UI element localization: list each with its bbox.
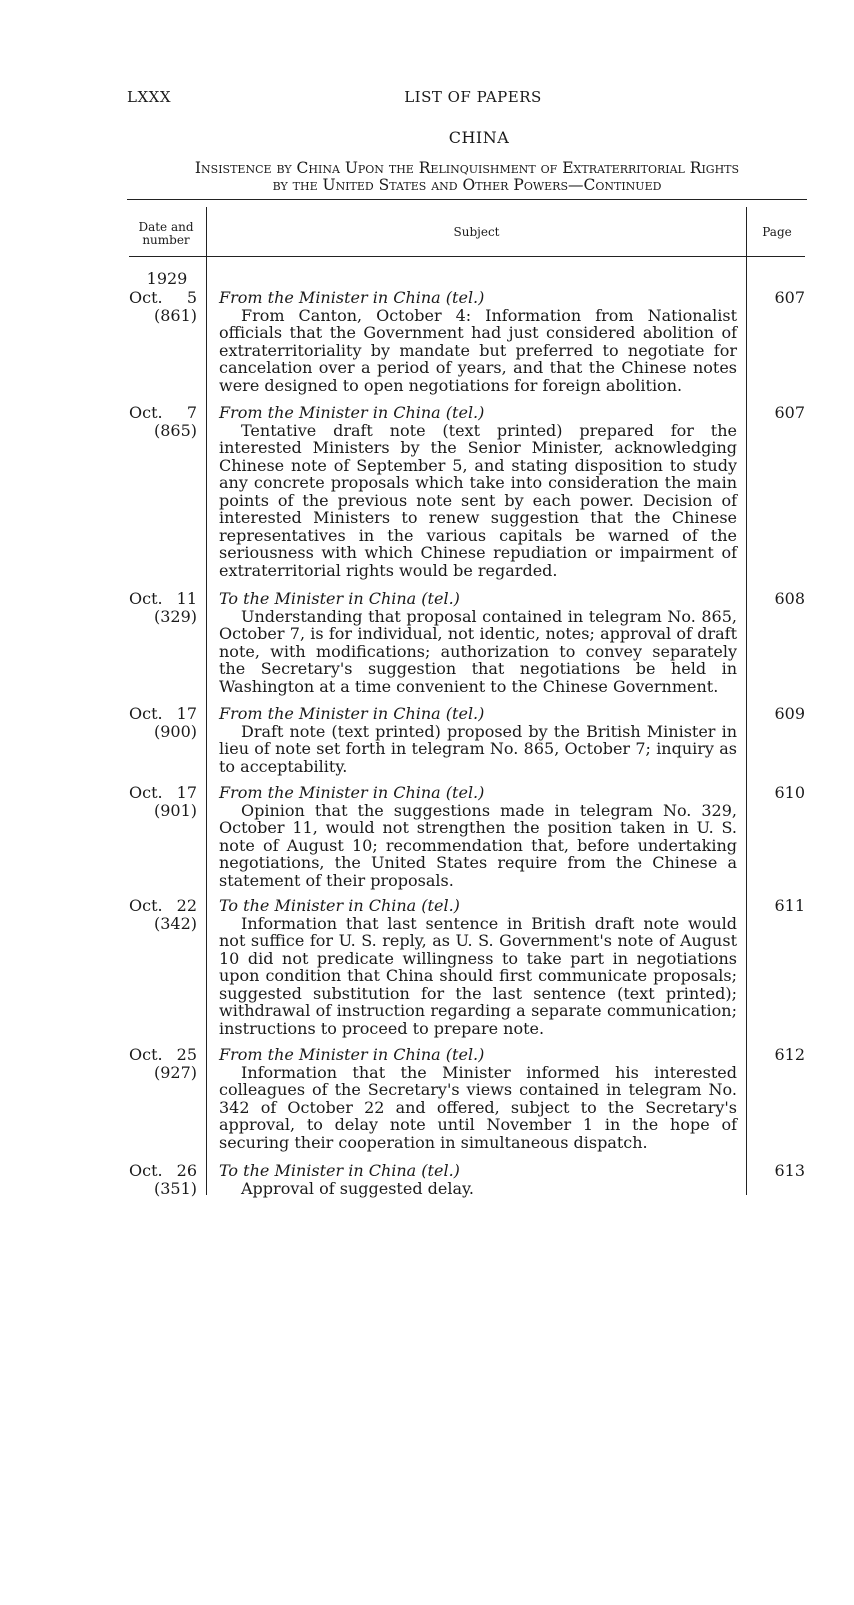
- entry-page: 609: [774, 704, 805, 723]
- entry-body: Information that last sentence in British draft note would not suffice for U. S. reply, as U. S. Government's note of August 10 did not predicate willingness to take part in negotiations upon condition that China should first communicate proposals; suggested substitution for the last sentence (text printed); withdrawal of instruction regarding a separate communication; instructions to proceed to prepare note.: [219, 913, 737, 1038]
- entry-body: Understanding that proposal contained in telegram No. 865, October 7, is for individual, not identic, notes; approval of draft note, with modifications; authorization to convey separately the Secretary's suggestion that negotiations be held in Washington at a time convenient to the Chinese Government.: [219, 606, 737, 696]
- entry-date-value: Oct. 17: [129, 704, 197, 723]
- entry-heading: From the Minister in China (tel.): [219, 1045, 485, 1064]
- column-header-subject: Subject: [453, 225, 500, 239]
- entry-body: Approval of suggested delay.: [241, 1178, 475, 1198]
- entry-subject: [219, 897, 737, 1037]
- entry-heading: To the Minister in China (tel.): [219, 896, 460, 915]
- entry-number: (342): [153, 913, 197, 933]
- entry-subject: [219, 404, 737, 579]
- entry-date-value: Oct. 11: [129, 589, 197, 608]
- entry-date-value: Oct. 17: [129, 783, 197, 802]
- subsection-line-2: by the United States and Other Powers—Continued: [272, 176, 662, 194]
- entry-date-value: Oct. 22: [129, 896, 197, 915]
- entry-heading: From the Minister in China (tel.): [219, 783, 485, 802]
- column-header-page: Page: [762, 225, 792, 239]
- entry-page: 608: [774, 589, 805, 608]
- subsection-title: [127, 160, 807, 194]
- entry-page: 613: [774, 1161, 805, 1180]
- entry-page: 607: [774, 288, 805, 307]
- entry-subject: [219, 590, 737, 695]
- entry-number: (351): [153, 1178, 197, 1198]
- entry-heading: To the Minister in China (tel.): [219, 589, 460, 608]
- entry-date: [129, 289, 197, 324]
- subsection-line-1: Insistence by China Upon the Relinquishment of Extraterritorial Rights: [194, 159, 740, 177]
- year-label: 1929: [146, 269, 188, 288]
- entry-subject: [219, 289, 737, 394]
- entry-page: 612: [774, 1045, 805, 1064]
- section-title: CHINA: [448, 128, 510, 147]
- entry-body: From Canton, October 4: Information from Nationalist officials that the Government had just considered abolition of extraterritoriality by mandate but preferred to negotiate for cancelation over a period of years, and that the Chinese notes were designed to open negotiations for foreign abolition.: [219, 305, 737, 395]
- entry-page: 611: [774, 896, 805, 915]
- entry-date: [129, 404, 197, 439]
- entry-number: (901): [153, 800, 197, 820]
- header-bottom-rule: [129, 256, 805, 257]
- entry-heading: To the Minister in China (tel.): [219, 1161, 460, 1180]
- entry-date: [129, 1162, 197, 1197]
- entry-body: Information that the Minister informed his interested colleagues of the Secretary's views contained in telegram No. 342 of October 22 and offered, subject to the Secretary's approval, to delay note until November 1 in the hope of securing their cooperation in simultaneous dispatch.: [219, 1062, 737, 1152]
- column-divider-left: [206, 207, 207, 1195]
- entry-number: (329): [153, 606, 197, 626]
- entry-heading: From the Minister in China (tel.): [219, 403, 485, 422]
- entry-date-value: Oct. 5: [129, 288, 197, 307]
- column-header-date: Date and number: [138, 220, 194, 247]
- entry-number: (927): [153, 1062, 197, 1082]
- entry-number: (865): [153, 420, 197, 440]
- papers-table: [127, 199, 807, 1199]
- entry-body: Opinion that the suggestions made in telegram No. 329, October 11, would not strengthen the position taken in U. S. note of August 10; recommendation that, before undertaking negotiations, the United States require from the Chinese a statement of their proposals.: [219, 800, 737, 890]
- entry-date: [129, 590, 197, 625]
- entry-page: 610: [774, 783, 805, 802]
- running-head: [127, 88, 807, 110]
- entry-subject: [219, 784, 737, 889]
- entry-subject: [219, 1162, 737, 1197]
- entry-body: Tentative draft note (text printed) prepared for the interested Ministers by the Senior Minister, acknowledging Chinese note of September 5, and stating disposition to study any concrete proposals which take into consideration the main points of the previous note sent by each power. Decision of interested Ministers to renew suggestion that the Chinese representatives in the various capitals be warned of the seriousness with which Chinese repudiation or impairment of extraterritorial rights would be regarded.: [219, 420, 737, 580]
- entry-date: [129, 897, 197, 932]
- entry-subject: [219, 705, 737, 775]
- running-title: LIST OF PAPERS: [404, 88, 542, 106]
- entry-date-value: Oct. 25: [129, 1045, 197, 1064]
- page-folio: LXXX: [127, 88, 171, 106]
- entry-heading: From the Minister in China (tel.): [219, 288, 485, 307]
- entry-heading: From the Minister in China (tel.): [219, 704, 485, 723]
- entry-body: Draft note (text printed) proposed by the British Minister in lieu of note set forth in telegram No. 865, October 7; inquiry as to acceptability.: [219, 721, 737, 776]
- entry-page: 607: [774, 403, 805, 422]
- table-top-rule: [127, 199, 807, 200]
- entry-number: (861): [153, 305, 197, 325]
- entry-date: [129, 784, 197, 819]
- entry-date-value: Oct. 7: [129, 403, 197, 422]
- entry-date-value: Oct. 26: [129, 1161, 197, 1180]
- entry-date: [129, 1046, 197, 1081]
- entry-subject: [219, 1046, 737, 1151]
- entry-date: [129, 705, 197, 740]
- entry-number: (900): [153, 721, 197, 741]
